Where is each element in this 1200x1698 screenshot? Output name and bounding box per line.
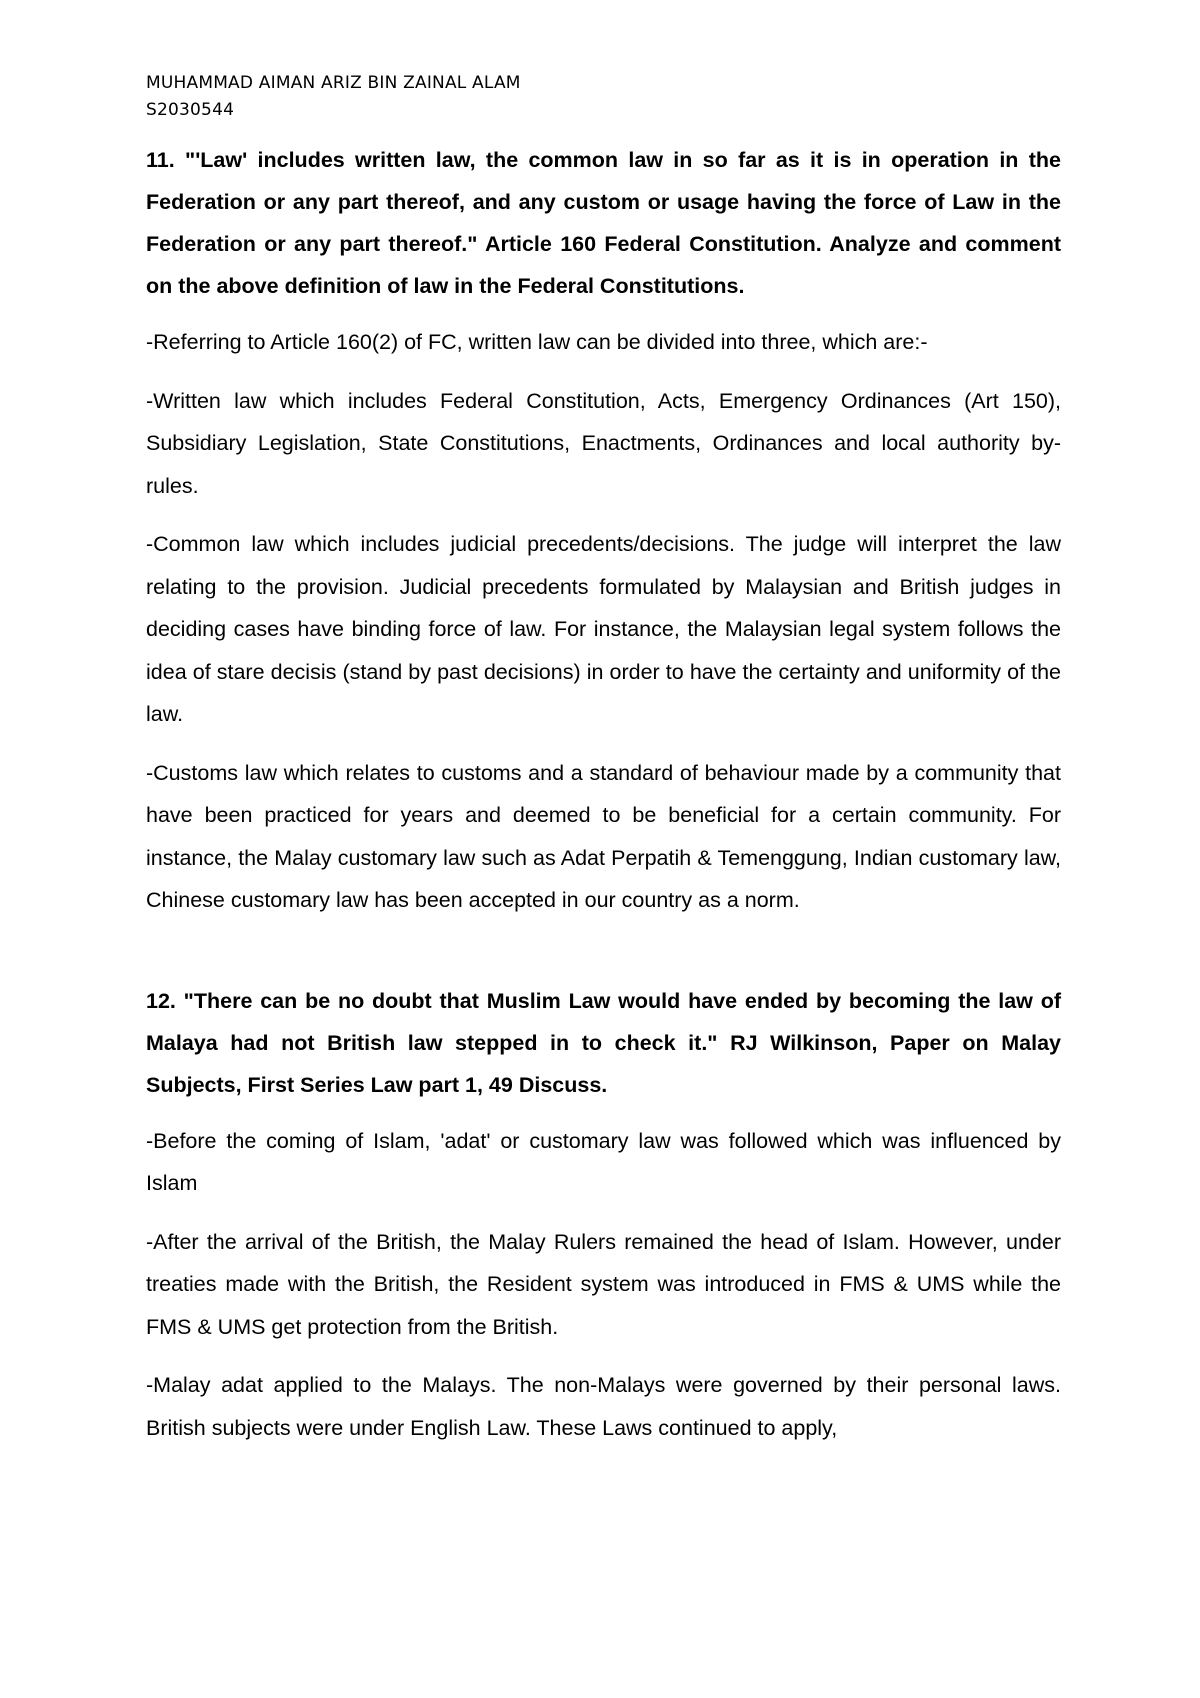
answer-12-paragraph-1: -Before the coming of Islam, 'adat' or customary law was followed which was influenced by Islam bbox=[146, 1128, 1061, 1195]
student-id: S2030544 bbox=[146, 100, 235, 120]
author-name: MUHAMMAD AIMAN ARIZ BIN ZAINAL ALAM bbox=[146, 73, 521, 93]
answer-12-paragraph-2: -After the arrival of the British, the Malay Rulers remained the head of Islam. However, under treaties made with the British, the Resident system was introduced in FMS & UMS while the FMS & UMS get protection from the British. bbox=[146, 1229, 1061, 1339]
answer-11-paragraph-2: -Written law which includes Federal Constitution, Acts, Emergency Ordinances (Art 150), Subsidiary Legislation, State Constitutions, Enactments, Ordinances and local authority by-rules. bbox=[146, 388, 1061, 498]
document-content bbox=[146, 70, 1061, 1449]
answer-12-paragraph-3: -Malay adat applied to the Malays. The non-Malays were governed by their personal laws. British subjects were under English Law. These Laws continued to apply, bbox=[146, 1373, 1061, 1440]
answer-11-paragraph-3: -Common law which includes judicial precedents/decisions. The judge will interpret the law relating to the provision. Judicial precedents formulated by Malaysian and British judges in deciding cases have binding force of law. For instance, the Malaysian legal system follows the idea of stare decisis (stand by past decisions) in order to have the certainty and uniformity of the law. bbox=[146, 532, 1061, 726]
answer-11-paragraph-1: -Referring to Article 160(2) of FC, written law can be divided into three, which are:- bbox=[146, 330, 928, 354]
answer-11-paragraph-4: -Customs law which relates to customs and a standard of behaviour made by a community that have been practiced for years and deemed to be beneficial for a certain community. For instance, the Malay customary law such as Adat Perpatih & Temenggung, Indian customary law, Chinese customary law has been accepted in our country as a norm. bbox=[146, 760, 1061, 912]
question-11: 11. "'Law' includes written law, the common law in so far as it is in operation in the Federation or any part thereof, and any custom or usage having the force of Law in the Federation or any part thereof." Article 160 Federal Constitution. Analyze and comment on the above definition of law in the Federal Constitutions. bbox=[146, 148, 1061, 298]
question-12: 12. "There can be no doubt that Muslim Law would have ended by becoming the law of Malaya had not British law stepped in to check it." RJ Wilkinson, Paper on Malay Subjects, First Series Law part 1, 49 Discuss. bbox=[146, 988, 1061, 1097]
